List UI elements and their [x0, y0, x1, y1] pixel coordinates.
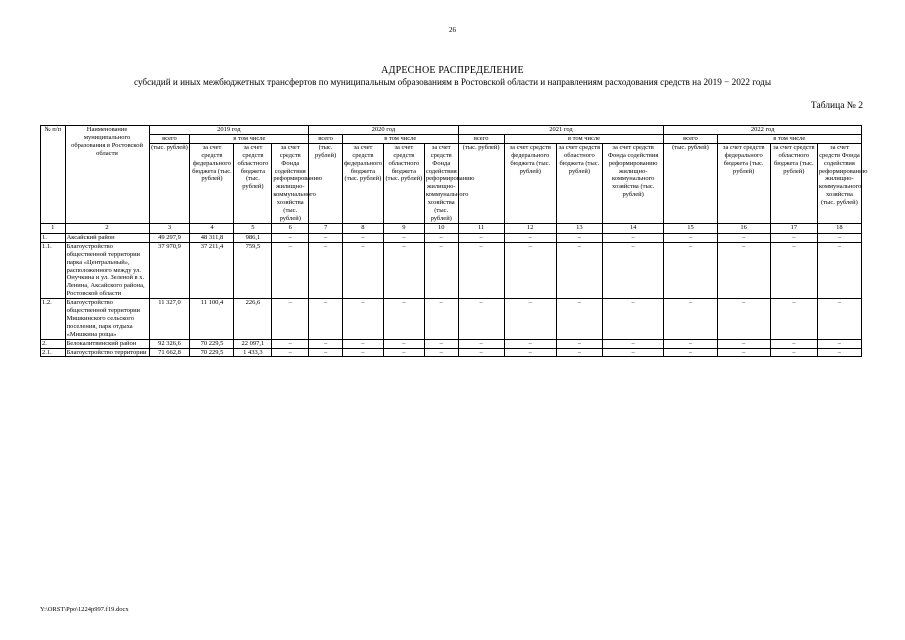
row-value: – [424, 233, 458, 242]
row-value: – [664, 339, 717, 348]
header-col-11: (тыс. рублей) [458, 143, 504, 223]
header-col-16: за счет средств федерального бюджета (тыс. рублей) [717, 143, 770, 223]
row-value: – [602, 233, 663, 242]
row-value: 48 311,8 [190, 233, 234, 242]
row-value: – [602, 348, 663, 357]
header-incl-2021: в том числе [504, 134, 664, 143]
row-number: 2. [41, 339, 66, 348]
header-total-2020: всего [309, 134, 343, 143]
row-value: – [458, 348, 504, 357]
row-value: – [342, 233, 383, 242]
header-col-3: (тыс. рублей) [149, 143, 190, 223]
row-value: – [717, 299, 770, 340]
row-value: 1 433,3 [234, 348, 272, 357]
row-value: – [770, 233, 817, 242]
column-index-cell: 13 [556, 223, 602, 233]
row-value: 986,1 [234, 233, 272, 242]
row-value: – [504, 233, 556, 242]
row-value: – [309, 242, 343, 298]
header-year-2022: 2022 год [664, 126, 862, 135]
header-col-7: (тыс. рублей) [309, 143, 343, 223]
table-row [41, 339, 862, 348]
row-value: 92 326,6 [149, 339, 190, 348]
header-col-14: за счет средств Фонда содействия реформированию жилищно-коммунального хозяйства (тыс. рублей) [602, 143, 663, 223]
row-value: – [424, 242, 458, 298]
row-value: – [770, 242, 817, 298]
row-value: – [664, 348, 717, 357]
table-row [41, 299, 862, 340]
column-index-cell: 9 [383, 223, 424, 233]
column-index-cell: 16 [717, 223, 770, 233]
header-col-4: за счет средств федерального бюджета (тыс. рублей) [190, 143, 234, 223]
page-number: 26 [449, 26, 456, 34]
table-row [41, 348, 862, 357]
row-value: – [817, 233, 861, 242]
row-value: 759,5 [234, 242, 272, 298]
row-value: 70 229,5 [190, 339, 234, 348]
header-col-9: за счет средств областного бюджета (тыс. рублей) [383, 143, 424, 223]
row-value: – [664, 233, 717, 242]
column-index-cell: 14 [602, 223, 663, 233]
table-row [41, 233, 862, 242]
row-value: – [817, 299, 861, 340]
row-value: – [342, 348, 383, 357]
header-col-5: за счет средств областного бюджета (тыс. рублей) [234, 143, 272, 223]
row-value: – [504, 242, 556, 298]
row-value: – [504, 339, 556, 348]
header-col-8: за счет средств федерального бюджета (тыс. рублей) [342, 143, 383, 223]
row-name: Благоустройство общественной территории Мишкинского сельского поселения, парк отдыха «Мишкина роща» [65, 299, 149, 340]
row-value: – [817, 339, 861, 348]
row-value: 70 229,5 [190, 348, 234, 357]
row-value: 22 097,1 [234, 339, 272, 348]
row-value: – [770, 339, 817, 348]
row-value: – [458, 299, 504, 340]
row-value: – [424, 339, 458, 348]
header-incl-2020: в том числе [342, 134, 458, 143]
row-value: – [602, 242, 663, 298]
row-value: – [817, 242, 861, 298]
row-value: – [342, 339, 383, 348]
header-col-13: за счет средств областного бюджета (тыс. рублей) [556, 143, 602, 223]
footer-path: Y:\ORST\Ppo\1224p997.f19.docx [40, 606, 129, 613]
row-value: 11 327,0 [149, 299, 190, 340]
header-total-2021: всего [458, 134, 504, 143]
row-value: – [602, 299, 663, 340]
row-name: Благоустройство общественной территории парка «Центральный», расположенного между ул. Онучкина и ул. Зеленой в х. Ленина, Аксайского района, Ростовской области [65, 242, 149, 298]
row-value: – [556, 339, 602, 348]
row-value: – [770, 299, 817, 340]
row-value: – [717, 348, 770, 357]
column-index-cell: 2 [65, 223, 149, 233]
row-value: – [309, 339, 343, 348]
row-value: 11 100,4 [190, 299, 234, 340]
row-value: – [458, 242, 504, 298]
header-total-2022: всего [664, 134, 717, 143]
row-value: – [664, 299, 717, 340]
row-value: – [383, 339, 424, 348]
row-value: 226,6 [234, 299, 272, 340]
document-subtitle: субсидий и иных межбюджетных трансфертов по муниципальным образованиям в Ростовской области и направлениям расходования средств на 2019 − 2022 годы [134, 77, 771, 87]
header-year-2020: 2020 год [309, 126, 458, 135]
row-name: Благоустройство территории [65, 348, 149, 357]
column-index-cell: 1 [41, 223, 66, 233]
row-value: – [504, 299, 556, 340]
row-value: – [717, 233, 770, 242]
header-col-10: за счет средств Фонда содействия реформированию жилищно-коммунального хозяйства (тыс. рублей) [425, 143, 475, 222]
column-index-cell: 18 [817, 223, 861, 233]
row-value: – [383, 299, 424, 340]
header-year-2021: 2021 год [458, 126, 664, 135]
row-value: – [458, 233, 504, 242]
header-incl-2022: в том числе [717, 134, 861, 143]
row-value: – [556, 299, 602, 340]
header-col-15: (тыс. рублей) [664, 143, 717, 223]
row-number: 1. [41, 233, 66, 242]
row-value: – [556, 233, 602, 242]
column-index-cell: 7 [309, 223, 343, 233]
header-incl-2019: в том числе [190, 134, 309, 143]
column-index-row [41, 223, 862, 233]
row-number: 1.1. [41, 242, 66, 298]
row-value: – [458, 339, 504, 348]
row-value: – [556, 348, 602, 357]
distribution-table [40, 125, 868, 357]
column-index-cell: 10 [424, 223, 458, 233]
row-value: 49 297,9 [149, 233, 190, 242]
column-index-cell: 11 [458, 223, 504, 233]
row-name: Аксайский район [65, 233, 149, 242]
row-number: 2.1. [41, 348, 66, 357]
row-value: – [770, 348, 817, 357]
column-index-cell: 12 [504, 223, 556, 233]
column-index-cell: 5 [234, 223, 272, 233]
header-col-6: за счет средств Фонда содействия реформированию жилищно-коммунального хозяйства (тыс. рублей) [273, 143, 322, 222]
table-row [41, 242, 862, 298]
header-col-12: за счет средств федерального бюджета (тыс. рублей) [504, 143, 556, 223]
column-index-cell: 4 [190, 223, 234, 233]
header-num: № п/п [41, 126, 66, 224]
column-index-cell: 17 [770, 223, 817, 233]
row-value: 37 970,9 [149, 242, 190, 298]
row-value: – [424, 348, 458, 357]
column-index-cell: 3 [149, 223, 190, 233]
row-value: – [817, 348, 861, 357]
row-value: – [383, 233, 424, 242]
row-value: – [717, 242, 770, 298]
column-index-cell: 6 [272, 223, 309, 233]
header-total-2019: всего [149, 134, 190, 143]
row-number: 1.2. [41, 299, 66, 340]
row-value: – [272, 339, 309, 348]
table-label: Таблица № 2 [810, 101, 863, 111]
header-name: Наименование муниципального образования в Ростовской области [65, 126, 149, 224]
row-value: – [309, 348, 343, 357]
row-value: – [383, 242, 424, 298]
header-col-17: за счет средств областного бюджета (тыс. рублей) [770, 143, 817, 223]
row-value: – [383, 348, 424, 357]
row-value: 37 211,4 [190, 242, 234, 298]
row-value: – [556, 242, 602, 298]
row-value: – [272, 348, 309, 357]
document-title: АДРЕСНОЕ РАСПРЕДЕЛЕНИЕ [381, 65, 524, 76]
row-value: – [342, 299, 383, 340]
row-value: – [272, 233, 309, 242]
column-index-cell: 8 [342, 223, 383, 233]
row-value: – [664, 242, 717, 298]
row-value: – [272, 299, 309, 340]
row-value: – [309, 299, 343, 340]
row-value: – [272, 242, 309, 298]
row-value: – [504, 348, 556, 357]
header-col-18: за счет средств Фонда содействия реформированию жилищно-коммунального хозяйства (тыс. рублей) [817, 143, 861, 223]
column-index-cell: 15 [664, 223, 717, 233]
header-year-2019: 2019 год [149, 126, 309, 135]
row-name: Белокалитвинский район [65, 339, 149, 348]
row-value: – [602, 339, 663, 348]
row-value: – [717, 339, 770, 348]
row-value: 71 662,8 [149, 348, 190, 357]
row-value: – [424, 299, 458, 340]
row-value: – [309, 233, 343, 242]
row-value: – [342, 242, 383, 298]
